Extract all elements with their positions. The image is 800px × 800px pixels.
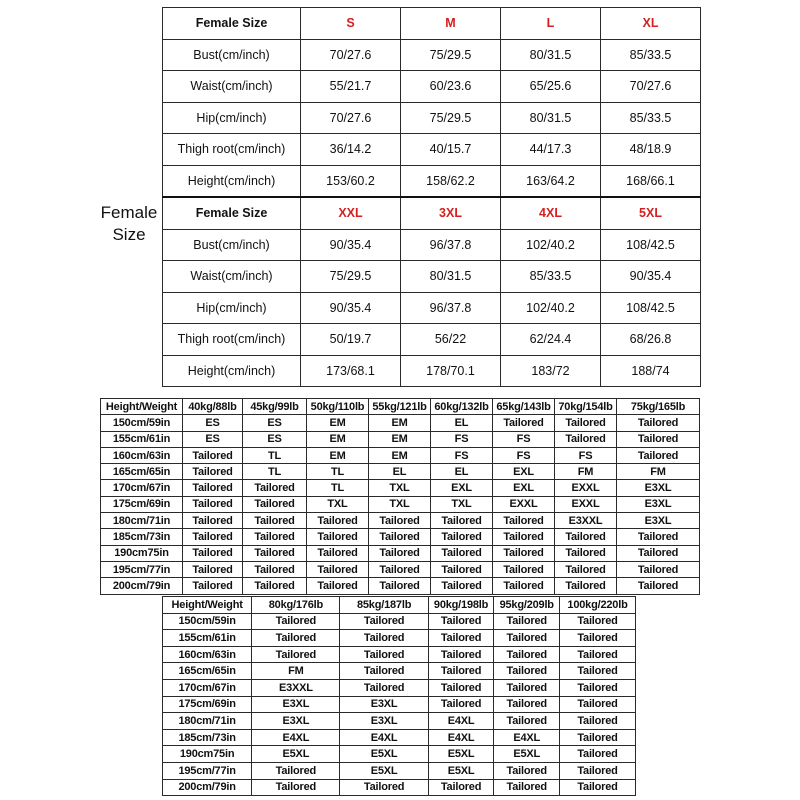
height-row-label: 175cm/69in [163, 696, 252, 713]
size-recommendation: E3XL [617, 496, 700, 512]
grid-row [163, 713, 636, 730]
weight-column-header: 65kg/143lb [493, 399, 555, 415]
weight-column-header: 95kg/209lb [494, 597, 560, 614]
grid-row [163, 746, 636, 763]
size-recommendation: Tailored [560, 679, 636, 696]
size-recommendation: Tailored [252, 646, 340, 663]
size-recommendation: Tailored [183, 513, 243, 529]
size-recommendation: E4XL [428, 713, 494, 730]
measurement-label: Waist(cm/inch) [163, 261, 301, 293]
measurement-label: Bust(cm/inch) [163, 229, 301, 261]
measurement-value: 153/60.2 [301, 165, 401, 197]
size-recommendation: Tailored [243, 578, 307, 594]
measurement-label: Height(cm/inch) [163, 355, 301, 387]
measurement-label: Bust(cm/inch) [163, 39, 301, 71]
size-recommendation: Tailored [555, 415, 617, 431]
size-recommendation: ES [183, 431, 243, 447]
measurement-value: 96/37.8 [401, 229, 501, 261]
size-recommendation: Tailored [555, 545, 617, 561]
size-recommendation: Tailored [307, 578, 369, 594]
size-recommendation: Tailored [340, 679, 428, 696]
height-row-label: 180cm/71in [163, 713, 252, 730]
size-recommendation: TL [243, 464, 307, 480]
size-recommendation: E4XL [428, 729, 494, 746]
weight-column-header: 55kg/121lb [369, 399, 431, 415]
size-recommendation: TL [243, 447, 307, 463]
size-label: L [501, 8, 601, 40]
weight-column-header: 85kg/187lb [340, 597, 428, 614]
size-chart-table [162, 7, 701, 387]
size-recommendation: EM [307, 431, 369, 447]
weight-column-header: 50kg/110lb [307, 399, 369, 415]
size-recommendation: E5XL [340, 746, 428, 763]
size-recommendation: E4XL [340, 729, 428, 746]
size-recommendation: EM [307, 447, 369, 463]
size-recommendation: Tailored [252, 762, 340, 779]
size-recommendation: Tailored [369, 513, 431, 529]
size-recommendation: E5XL [340, 762, 428, 779]
size-recommendation: TL [307, 480, 369, 496]
size-recommendation: FM [252, 663, 340, 680]
size-recommendation: Tailored [183, 480, 243, 496]
measurement-label: Height(cm/inch) [163, 165, 301, 197]
size-recommendation: Tailored [243, 496, 307, 512]
size-recommendation: Tailored [369, 578, 431, 594]
height-row-label: 165cm/65in [163, 663, 252, 680]
grid-row [163, 679, 636, 696]
grid-row [163, 779, 636, 796]
height-weight-grid-a [100, 398, 700, 595]
grid-corner-label: Height/Weight [101, 399, 183, 415]
size-recommendation: Tailored [431, 513, 493, 529]
size-recommendation: Tailored [560, 696, 636, 713]
size-label: 5XL [601, 197, 701, 229]
size-recommendation: Tailored [428, 630, 494, 647]
measurement-value: 48/18.9 [601, 134, 701, 166]
grid-row [101, 431, 700, 447]
size-recommendation: Tailored [183, 496, 243, 512]
grid-row [101, 545, 700, 561]
grid-header-row [163, 597, 636, 614]
size-header-row [163, 8, 701, 40]
height-row-label: 195cm/77in [163, 762, 252, 779]
height-row-label: 165cm/65in [101, 464, 183, 480]
measurement-value: 75/29.5 [301, 261, 401, 293]
height-row-label: 200cm/79in [101, 578, 183, 594]
grid-row [163, 613, 636, 630]
size-recommendation: Tailored [369, 529, 431, 545]
grid-row [163, 729, 636, 746]
grid-row [101, 513, 700, 529]
size-recommendation: Tailored [243, 513, 307, 529]
size-recommendation: Tailored [252, 613, 340, 630]
size-recommendation: E3XL [340, 713, 428, 730]
size-recommendation: Tailored [494, 762, 560, 779]
height-row-label: 200cm/79in [163, 779, 252, 796]
height-weight-grid-b [162, 596, 636, 796]
size-recommendation: Tailored [617, 561, 700, 577]
weight-column-header: 45kg/99lb [243, 399, 307, 415]
measurement-value: 75/29.5 [401, 39, 501, 71]
size-recommendation: Tailored [560, 779, 636, 796]
size-recommendation: Tailored [560, 713, 636, 730]
size-recommendation: Tailored [243, 561, 307, 577]
height-row-label: 185cm/73in [163, 729, 252, 746]
height-row-label: 170cm/67in [163, 679, 252, 696]
grid-row [101, 447, 700, 463]
size-recommendation: FM [555, 464, 617, 480]
measurement-value: 102/40.2 [501, 292, 601, 324]
size-recommendation: E3XL [617, 480, 700, 496]
size-recommendation: Tailored [183, 529, 243, 545]
size-recommendation: E3XXL [555, 513, 617, 529]
size-recommendation: Tailored [183, 545, 243, 561]
size-header-label: Female Size [163, 197, 301, 229]
measurement-value: 80/31.5 [501, 39, 601, 71]
size-recommendation: EM [307, 415, 369, 431]
measurement-value: 108/42.5 [601, 292, 701, 324]
measurement-label: Thigh root(cm/inch) [163, 134, 301, 166]
size-recommendation: EL [369, 464, 431, 480]
grid-row [101, 578, 700, 594]
grid-row [101, 415, 700, 431]
size-label: M [401, 8, 501, 40]
size-recommendation: Tailored [617, 529, 700, 545]
size-recommendation: Tailored [617, 545, 700, 561]
size-recommendation: Tailored [494, 630, 560, 647]
measurement-row [163, 229, 701, 261]
size-recommendation: Tailored [560, 646, 636, 663]
weight-column-header: 75kg/165lb [617, 399, 700, 415]
measurement-row [163, 102, 701, 134]
grid-header-row [101, 399, 700, 415]
measurement-label: Waist(cm/inch) [163, 71, 301, 103]
weight-column-header: 60kg/132lb [431, 399, 493, 415]
size-recommendation: TXL [369, 480, 431, 496]
height-row-label: 195cm/77in [101, 561, 183, 577]
measurement-value: 56/22 [401, 324, 501, 356]
size-recommendation: Tailored [494, 696, 560, 713]
size-recommendation: E4XL [252, 729, 340, 746]
size-recommendation: Tailored [307, 561, 369, 577]
size-recommendation: ES [243, 431, 307, 447]
size-recommendation: Tailored [560, 746, 636, 763]
measurement-value: 36/14.2 [301, 134, 401, 166]
size-recommendation: Tailored [252, 779, 340, 796]
size-recommendation: EXXL [555, 496, 617, 512]
size-recommendation: Tailored [431, 545, 493, 561]
size-header-row [163, 197, 701, 229]
grid-row [101, 561, 700, 577]
size-recommendation: Tailored [340, 663, 428, 680]
measurement-row [163, 165, 701, 197]
side-label: Female Size [100, 203, 158, 244]
size-recommendation: EM [369, 447, 431, 463]
size-recommendation: Tailored [494, 663, 560, 680]
size-recommendation: Tailored [428, 696, 494, 713]
size-recommendation: Tailored [493, 578, 555, 594]
size-recommendation: Tailored [431, 529, 493, 545]
size-recommendation: Tailored [369, 561, 431, 577]
measurement-value: 80/31.5 [501, 102, 601, 134]
size-recommendation: Tailored [494, 713, 560, 730]
size-recommendation: Tailored [428, 679, 494, 696]
size-recommendation: E5XL [252, 746, 340, 763]
size-recommendation: Tailored [560, 630, 636, 647]
size-recommendation: Tailored [183, 447, 243, 463]
measurement-label: Hip(cm/inch) [163, 292, 301, 324]
grid-row [101, 496, 700, 512]
grid-row [163, 630, 636, 647]
size-recommendation: Tailored [560, 663, 636, 680]
size-header-label: Female Size [163, 8, 301, 40]
size-recommendation: Tailored [555, 431, 617, 447]
size-recommendation: FS [555, 447, 617, 463]
measurement-row [163, 355, 701, 387]
height-row-label: 190cm75in [101, 545, 183, 561]
size-recommendation: Tailored [369, 545, 431, 561]
grid-row [163, 696, 636, 713]
size-recommendation: Tailored [493, 513, 555, 529]
size-recommendation: Tailored [617, 415, 700, 431]
measurement-value: 90/35.4 [301, 229, 401, 261]
measurement-row [163, 71, 701, 103]
size-recommendation: Tailored [560, 729, 636, 746]
measurement-row [163, 292, 701, 324]
measurement-value: 168/66.1 [601, 165, 701, 197]
measurement-value: 163/64.2 [501, 165, 601, 197]
size-recommendation: Tailored [560, 613, 636, 630]
size-recommendation: Tailored [493, 529, 555, 545]
measurement-value: 158/62.2 [401, 165, 501, 197]
grid-row [101, 480, 700, 496]
size-recommendation: Tailored [617, 578, 700, 594]
size-recommendation: Tailored [431, 578, 493, 594]
grid-row [163, 663, 636, 680]
size-recommendation: Tailored [493, 545, 555, 561]
height-row-label: 170cm/67in [101, 480, 183, 496]
size-recommendation: Tailored [243, 529, 307, 545]
measurement-value: 70/27.6 [601, 71, 701, 103]
size-recommendation: EM [369, 415, 431, 431]
measurement-value: 90/35.4 [601, 261, 701, 293]
grid-row [163, 646, 636, 663]
measurement-label: Hip(cm/inch) [163, 102, 301, 134]
size-recommendation: Tailored [555, 578, 617, 594]
size-recommendation: Tailored [555, 529, 617, 545]
size-recommendation: Tailored [494, 679, 560, 696]
measurement-value: 173/68.1 [301, 355, 401, 387]
size-label: 4XL [501, 197, 601, 229]
size-label: XXL [301, 197, 401, 229]
size-recommendation: E5XL [494, 746, 560, 763]
grid-row [101, 529, 700, 545]
weight-column-header: 100kg/220lb [560, 597, 636, 614]
height-row-label: 180cm/71in [101, 513, 183, 529]
size-recommendation: Tailored [183, 578, 243, 594]
size-recommendation: E5XL [428, 762, 494, 779]
size-recommendation: Tailored [243, 480, 307, 496]
measurement-value: 70/27.6 [301, 102, 401, 134]
size-recommendation: TL [307, 464, 369, 480]
height-row-label: 185cm/73in [101, 529, 183, 545]
grid-row [101, 464, 700, 480]
measurement-value: 85/33.5 [601, 39, 701, 71]
size-recommendation: Tailored [340, 613, 428, 630]
size-recommendation: ES [243, 415, 307, 431]
size-recommendation: Tailored [494, 646, 560, 663]
measurement-value: 188/74 [601, 355, 701, 387]
measurement-value: 85/33.5 [501, 261, 601, 293]
height-row-label: 155cm/61in [101, 431, 183, 447]
size-recommendation: Tailored [340, 646, 428, 663]
measurement-value: 178/70.1 [401, 355, 501, 387]
size-recommendation: EL [431, 415, 493, 431]
size-recommendation: Tailored [340, 630, 428, 647]
measurement-value: 40/15.7 [401, 134, 501, 166]
size-recommendation: FS [493, 447, 555, 463]
measurement-value: 65/25.6 [501, 71, 601, 103]
grid-corner-label: Height/Weight [163, 597, 252, 614]
grid-row [163, 762, 636, 779]
measurement-row [163, 324, 701, 356]
height-row-label: 150cm/59in [101, 415, 183, 431]
height-row-label: 155cm/61in [163, 630, 252, 647]
size-label: S [301, 8, 401, 40]
measurement-row [163, 134, 701, 166]
size-recommendation: E3XXL [252, 679, 340, 696]
size-recommendation: Tailored [243, 545, 307, 561]
weight-column-header: 70kg/154lb [555, 399, 617, 415]
size-recommendation: FM [617, 464, 700, 480]
size-recommendation: EL [431, 464, 493, 480]
size-recommendation: FS [493, 431, 555, 447]
size-recommendation: FS [431, 431, 493, 447]
size-recommendation: Tailored [431, 561, 493, 577]
measurement-value: 44/17.3 [501, 134, 601, 166]
size-recommendation: Tailored [183, 561, 243, 577]
size-recommendation: Tailored [493, 561, 555, 577]
size-recommendation: Tailored [428, 646, 494, 663]
size-recommendation: EXL [493, 464, 555, 480]
height-row-label: 190cm75in [163, 746, 252, 763]
size-recommendation: E3XL [617, 513, 700, 529]
size-recommendation: Tailored [560, 762, 636, 779]
size-recommendation: E4XL [494, 729, 560, 746]
height-row-label: 175cm/69in [101, 496, 183, 512]
size-recommendation: EXXL [555, 480, 617, 496]
height-row-label: 160cm/63in [101, 447, 183, 463]
size-recommendation: TXL [369, 496, 431, 512]
size-recommendation: Tailored [307, 529, 369, 545]
size-recommendation: Tailored [307, 545, 369, 561]
measurement-value: 62/24.4 [501, 324, 601, 356]
size-recommendation: Tailored [617, 431, 700, 447]
size-recommendation: Tailored [428, 613, 494, 630]
size-recommendation: Tailored [307, 513, 369, 529]
height-row-label: 150cm/59in [163, 613, 252, 630]
size-recommendation: ES [183, 415, 243, 431]
measurement-value: 90/35.4 [301, 292, 401, 324]
measurement-value: 75/29.5 [401, 102, 501, 134]
measurement-value: 50/19.7 [301, 324, 401, 356]
measurement-value: 70/27.6 [301, 39, 401, 71]
measurement-value: 68/26.8 [601, 324, 701, 356]
measurement-value: 55/21.7 [301, 71, 401, 103]
size-recommendation: Tailored [428, 663, 494, 680]
size-recommendation: Tailored [555, 561, 617, 577]
measurement-value: 102/40.2 [501, 229, 601, 261]
size-recommendation: E3XL [340, 696, 428, 713]
measurement-value: 60/23.6 [401, 71, 501, 103]
size-recommendation: Tailored [617, 447, 700, 463]
size-label: XL [601, 8, 701, 40]
size-recommendation: EXL [493, 480, 555, 496]
measurement-value: 80/31.5 [401, 261, 501, 293]
size-recommendation: Tailored [183, 464, 243, 480]
measurement-row [163, 39, 701, 71]
size-recommendation: Tailored [494, 613, 560, 630]
size-recommendation: Tailored [340, 779, 428, 796]
weight-column-header: 40kg/88lb [183, 399, 243, 415]
size-recommendation: TXL [431, 496, 493, 512]
size-recommendation: EM [369, 431, 431, 447]
measurement-row [163, 261, 701, 293]
size-recommendation: FS [431, 447, 493, 463]
measurement-value: 96/37.8 [401, 292, 501, 324]
weight-column-header: 80kg/176lb [252, 597, 340, 614]
size-recommendation: EXXL [493, 496, 555, 512]
size-recommendation: E5XL [428, 746, 494, 763]
size-recommendation: EXL [431, 480, 493, 496]
measurement-value: 85/33.5 [601, 102, 701, 134]
size-recommendation: Tailored [493, 415, 555, 431]
size-recommendation: E3XL [252, 696, 340, 713]
size-recommendation: E3XL [252, 713, 340, 730]
weight-column-header: 90kg/198lb [428, 597, 494, 614]
size-recommendation: Tailored [252, 630, 340, 647]
measurement-value: 108/42.5 [601, 229, 701, 261]
size-recommendation: Tailored [494, 779, 560, 796]
size-recommendation: TXL [307, 496, 369, 512]
height-row-label: 160cm/63in [163, 646, 252, 663]
size-label: 3XL [401, 197, 501, 229]
size-recommendation: Tailored [428, 779, 494, 796]
measurement-label: Thigh root(cm/inch) [163, 324, 301, 356]
measurement-value: 183/72 [501, 355, 601, 387]
